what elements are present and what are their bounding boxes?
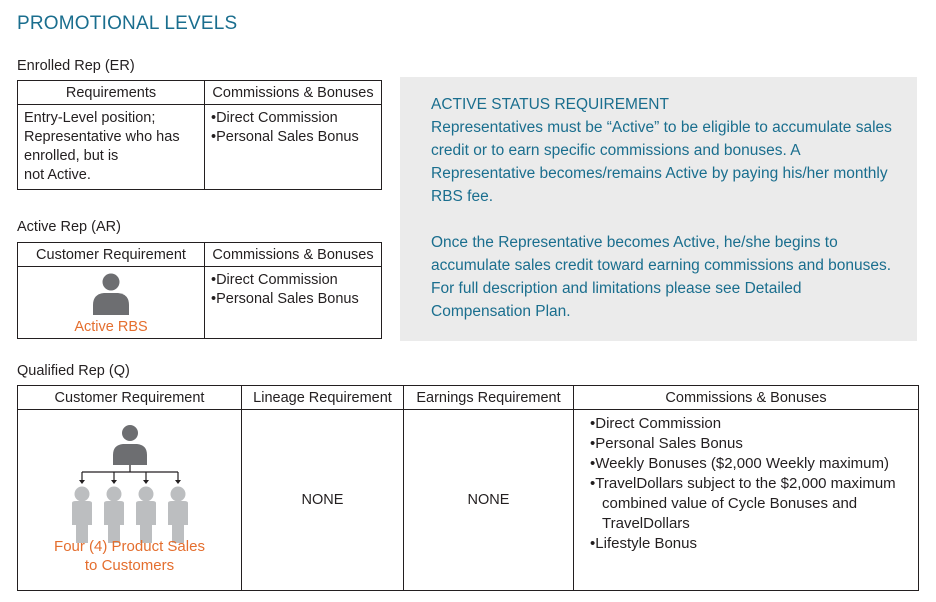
q-customer-caption-line: to Customers	[84, 557, 175, 574]
er-bonuses-cell	[205, 105, 382, 190]
q-lineage-cell: NONE	[242, 410, 404, 591]
ar-icon-caption: Active RBS	[74, 319, 148, 335]
active-status-paragraph: Once the Representative becomes Active, he/she begins to accumulate sales credit toward earning commissions and bonuses. For full description and limitations please see Detailed Compensation Plan.	[431, 234, 892, 320]
er-bonus-item: • Personal Sales Bonus	[211, 128, 375, 147]
er-requirement-cell	[18, 105, 205, 190]
q-bonus-item: • Personal Sales Bonus	[590, 434, 902, 454]
q-bonus-item: • Lifestyle Bonus	[590, 534, 902, 554]
q-bonus-item: • Direct Commission	[590, 414, 902, 434]
active-status-panel	[400, 77, 917, 341]
q-customer-caption	[18, 537, 241, 575]
q-header-bonuses: Commissions & Bonuses	[574, 386, 919, 410]
q-bonus-item: • TravelDollars subject to the $2,000 maximum combined value of Cycle Bonuses and TravelDollars	[590, 474, 902, 534]
q-section-label: Qualified Rep (Q)	[17, 363, 130, 379]
er-header-bonuses: Commissions & Bonuses	[205, 81, 382, 105]
ar-bonus-item: • Personal Sales Bonus	[211, 290, 375, 309]
er-requirement-line: Representative who has	[24, 129, 180, 145]
downline-tree-icon	[68, 423, 192, 543]
q-bonuses-cell	[574, 410, 919, 591]
ar-table	[17, 242, 382, 339]
active-status-paragraph: Representatives must be “Active” to be eligible to accumulate sales credit or to earn specific commissions and bonuses. A Representative becomes/remains Active by paying his/her monthly RBS fee.	[431, 119, 892, 205]
q-customer-caption-line: Four (4) Product Sales	[54, 538, 205, 555]
er-section-label: Enrolled Rep (ER)	[17, 58, 135, 74]
er-requirement-line: enrolled, but is	[24, 148, 119, 164]
er-header-requirements: Requirements	[18, 81, 205, 105]
active-status-heading: ACTIVE STATUS REQUIREMENT	[431, 96, 669, 113]
ar-bonus-item: • Direct Commission	[211, 271, 375, 290]
er-requirement-line: Entry-Level position;	[24, 110, 156, 126]
er-requirement-line: not Active.	[24, 167, 91, 183]
ar-header-bonuses: Commissions & Bonuses	[205, 243, 382, 267]
ar-bonuses-cell	[205, 267, 382, 339]
q-table	[17, 385, 919, 591]
ar-customer-cell	[18, 267, 205, 339]
ar-section-label: Active Rep (AR)	[17, 219, 121, 235]
page-title: PROMOTIONAL LEVELS	[17, 13, 238, 34]
ar-header-customer-requirement: Customer Requirement	[18, 243, 205, 267]
q-customer-cell	[18, 410, 242, 591]
er-bonus-item: • Direct Commission	[211, 109, 375, 128]
q-header-lineage-requirement: Lineage Requirement	[242, 386, 404, 410]
q-bonus-item: • Weekly Bonuses ($2,000 Weekly maximum)	[590, 454, 902, 474]
q-earnings-cell: NONE	[404, 410, 574, 591]
q-header-customer-requirement: Customer Requirement	[18, 386, 242, 410]
er-table	[17, 80, 382, 190]
q-header-earnings-requirement: Earnings Requirement	[404, 386, 574, 410]
person-icon	[89, 271, 133, 315]
